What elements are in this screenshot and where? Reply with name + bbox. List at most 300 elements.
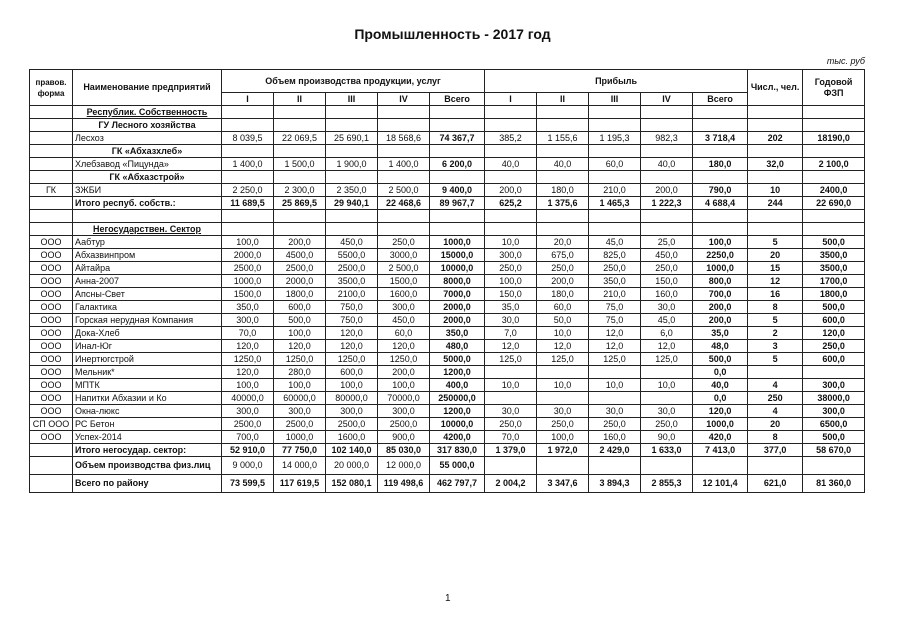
empty-cell — [748, 210, 803, 223]
volume-cell: 1500,0 — [378, 275, 430, 288]
profit-cell: 160,0 — [589, 431, 641, 444]
profit-cell: 25,0 — [641, 236, 693, 249]
volume-cell: 120,0 — [222, 366, 274, 379]
empty-cell — [222, 119, 274, 132]
industry-table — [29, 69, 865, 493]
empty-cell — [803, 106, 865, 119]
payroll-cell: 500,0 — [803, 301, 865, 314]
empty-cell — [803, 119, 865, 132]
company-name-cell: Напитки Абхазии и Ко — [73, 392, 222, 405]
profit-cell: 30,0 — [641, 301, 693, 314]
profit-cell: 3 718,4 — [693, 132, 748, 145]
empty-cell — [378, 145, 430, 158]
profit-cell: 675,0 — [537, 249, 589, 262]
section-row — [30, 223, 865, 236]
volume-cell: 60,0 — [378, 327, 430, 340]
company-name-cell: Инал-Юг — [73, 340, 222, 353]
volume-cell: 89 967,7 — [430, 197, 485, 210]
profit-cell: 250,0 — [485, 262, 537, 275]
payroll-cell: 250,0 — [803, 340, 865, 353]
header-profit: Прибыль — [485, 70, 748, 93]
volume-cell: 70,0 — [222, 327, 274, 340]
profit-cell: 12 101,4 — [693, 475, 748, 493]
empty-cell — [589, 210, 641, 223]
payroll-cell: 2 100,0 — [803, 158, 865, 171]
empty-cell — [222, 210, 274, 223]
page-title: Промышленность - 2017 год — [354, 26, 551, 42]
volume-cell: 102 140,0 — [326, 444, 378, 457]
volume-cell: 1 400,0 — [222, 158, 274, 171]
staff-cell: 621,0 — [748, 475, 803, 493]
staff-cell: 250 — [748, 392, 803, 405]
profit-cell: 12,0 — [589, 327, 641, 340]
header-total: Всего — [430, 93, 485, 106]
empty-cell — [748, 171, 803, 184]
profit-cell: 100,0 — [693, 236, 748, 249]
volume-cell: 2500,0 — [326, 262, 378, 275]
volume-cell: 300,0 — [222, 405, 274, 418]
empty-cell — [274, 210, 326, 223]
volume-cell: 100,0 — [378, 379, 430, 392]
company-name-cell: Итого респуб. собств.: — [73, 197, 222, 210]
header-quarter: III — [326, 93, 378, 106]
empty-cell — [378, 223, 430, 236]
profit-cell: 625,2 — [485, 197, 537, 210]
volume-cell: 1250,0 — [378, 353, 430, 366]
section-title: ГУ Лесного хозяйства — [73, 119, 222, 132]
empty-cell — [222, 145, 274, 158]
profit-cell: 10,0 — [589, 379, 641, 392]
staff-cell: 10 — [748, 184, 803, 197]
company-name-cell: Итого негосудар. сектор: — [73, 444, 222, 457]
staff-cell: 4 — [748, 379, 803, 392]
volume-cell: 100,0 — [222, 236, 274, 249]
volume-cell: 300,0 — [222, 314, 274, 327]
header-payroll: Годовой ФЗП — [803, 70, 865, 106]
volume-cell: 300,0 — [378, 405, 430, 418]
profit-cell: 10,0 — [485, 236, 537, 249]
profit-cell — [537, 392, 589, 405]
volume-cell: 120,0 — [378, 340, 430, 353]
volume-cell: 120,0 — [222, 340, 274, 353]
volume-cell: 462 797,7 — [430, 475, 485, 493]
empty-cell — [589, 171, 641, 184]
profit-cell: 50,0 — [537, 314, 589, 327]
staff-cell: 2 — [748, 327, 803, 340]
volume-cell: 1 500,0 — [274, 158, 326, 171]
staff-cell: 20 — [748, 249, 803, 262]
volume-cell: 152 080,1 — [326, 475, 378, 493]
company-name-cell: Окна-люкс — [73, 405, 222, 418]
company-name-cell: Аабтур — [73, 236, 222, 249]
empty-cell — [537, 210, 589, 223]
volume-cell: 1200,0 — [430, 366, 485, 379]
profit-cell: 200,0 — [485, 184, 537, 197]
volume-cell: 85 030,0 — [378, 444, 430, 457]
company-name-cell: Мельник* — [73, 366, 222, 379]
company-name-cell: Анна-2007 — [73, 275, 222, 288]
volume-cell: 4500,0 — [274, 249, 326, 262]
profit-cell — [537, 457, 589, 475]
empty-cell — [485, 119, 537, 132]
staff-cell: 16 — [748, 288, 803, 301]
table-row — [30, 288, 865, 301]
volume-cell: 350,0 — [430, 327, 485, 340]
volume-cell: 1600,0 — [326, 431, 378, 444]
header-form: правов. форма — [30, 70, 73, 106]
volume-cell: 250,0 — [378, 236, 430, 249]
empty-cell — [641, 223, 693, 236]
table-row — [30, 366, 865, 379]
empty-cell — [693, 145, 748, 158]
legal-form-cell: ООО — [30, 327, 73, 340]
empty-cell — [274, 145, 326, 158]
profit-cell — [485, 366, 537, 379]
staff-cell — [748, 457, 803, 475]
empty-cell — [589, 223, 641, 236]
company-name-cell: Успех-2014 — [73, 431, 222, 444]
payroll-cell: 500,0 — [803, 236, 865, 249]
profit-cell — [537, 366, 589, 379]
empty-cell — [803, 223, 865, 236]
payroll-cell — [803, 457, 865, 475]
volume-cell: 80000,0 — [326, 392, 378, 405]
profit-cell: 180,0 — [537, 288, 589, 301]
profit-cell: 12,0 — [485, 340, 537, 353]
total-row — [30, 444, 865, 457]
profit-cell — [641, 366, 693, 379]
empty-cell — [485, 171, 537, 184]
profit-cell — [641, 457, 693, 475]
volume-cell: 40000,0 — [222, 392, 274, 405]
company-name-cell: Айтайра — [73, 262, 222, 275]
profit-cell: 1 465,3 — [589, 197, 641, 210]
empty-cell — [803, 210, 865, 223]
empty-cell — [326, 106, 378, 119]
profit-cell: 350,0 — [589, 275, 641, 288]
total-row — [30, 197, 865, 210]
profit-cell: 70,0 — [485, 431, 537, 444]
table-row — [30, 249, 865, 262]
profit-cell: 420,0 — [693, 431, 748, 444]
table-row — [30, 262, 865, 275]
volume-cell: 5500,0 — [326, 249, 378, 262]
company-name-cell: Хлебзавод «Пицунда» — [73, 158, 222, 171]
payroll-cell: 120,0 — [803, 327, 865, 340]
volume-cell: 22 468,6 — [378, 197, 430, 210]
profit-cell: 60,0 — [589, 158, 641, 171]
profit-cell: 700,0 — [693, 288, 748, 301]
volume-cell: 73 599,5 — [222, 475, 274, 493]
legal-form-cell: ООО — [30, 249, 73, 262]
empty-cell — [641, 171, 693, 184]
empty-cell — [748, 223, 803, 236]
legal-form-cell: ГК — [30, 184, 73, 197]
profit-cell: 150,0 — [485, 288, 537, 301]
header-quarter: IV — [641, 93, 693, 106]
volume-cell: 12 000,0 — [378, 457, 430, 475]
profit-cell: 6,0 — [641, 327, 693, 340]
legal-form-cell: ООО — [30, 262, 73, 275]
profit-cell: 3 894,3 — [589, 475, 641, 493]
company-name-cell: Абхазвинпром — [73, 249, 222, 262]
volume-cell: 60000,0 — [274, 392, 326, 405]
profit-cell: 180,0 — [693, 158, 748, 171]
profit-cell: 10,0 — [485, 379, 537, 392]
profit-cell: 2 855,3 — [641, 475, 693, 493]
volume-cell: 3500,0 — [326, 275, 378, 288]
table-row — [30, 275, 865, 288]
legal-form-cell — [30, 197, 73, 210]
empty-cell — [326, 223, 378, 236]
volume-cell: 100,0 — [274, 327, 326, 340]
empty-cell — [378, 119, 430, 132]
profit-cell: 10,0 — [537, 379, 589, 392]
empty-cell — [222, 223, 274, 236]
staff-cell — [748, 366, 803, 379]
profit-cell: 250,0 — [589, 418, 641, 431]
volume-cell: 2 250,0 — [222, 184, 274, 197]
profit-cell — [641, 392, 693, 405]
empty-cell — [30, 210, 73, 223]
volume-cell: 52 910,0 — [222, 444, 274, 457]
payroll-cell: 300,0 — [803, 405, 865, 418]
staff-cell: 5 — [748, 353, 803, 366]
company-name-cell: ЗЖБИ — [73, 184, 222, 197]
header-staff: Числ., чел. — [748, 70, 803, 106]
profit-cell: 160,0 — [641, 288, 693, 301]
company-name-cell: Горская нерудная Компания — [73, 314, 222, 327]
legal-form-cell: ООО — [30, 405, 73, 418]
volume-cell: 25 869,5 — [274, 197, 326, 210]
profit-cell: 825,0 — [589, 249, 641, 262]
profit-cell: 4 688,4 — [693, 197, 748, 210]
empty-cell — [222, 106, 274, 119]
empty-cell — [485, 223, 537, 236]
volume-cell: 10000,0 — [430, 418, 485, 431]
profit-cell: 1000,0 — [693, 418, 748, 431]
empty-cell — [641, 145, 693, 158]
profit-cell: 30,0 — [485, 405, 537, 418]
profit-cell: 250,0 — [641, 262, 693, 275]
empty-row — [30, 210, 865, 223]
legal-form-cell: ООО — [30, 275, 73, 288]
table-row — [30, 327, 865, 340]
company-name-cell: МПТК — [73, 379, 222, 392]
profit-cell: 0,0 — [693, 392, 748, 405]
payroll-cell: 2400,0 — [803, 184, 865, 197]
empty-cell — [73, 210, 222, 223]
profit-cell: 1 222,3 — [641, 197, 693, 210]
volume-cell: 3000,0 — [378, 249, 430, 262]
volume-cell: 6 200,0 — [430, 158, 485, 171]
profit-cell: 0,0 — [693, 366, 748, 379]
profit-cell: 12,0 — [537, 340, 589, 353]
header-quarter: IV — [378, 93, 430, 106]
staff-cell: 4 — [748, 405, 803, 418]
volume-cell: 2 350,0 — [326, 184, 378, 197]
staff-cell: 8 — [748, 301, 803, 314]
legal-form-cell: ООО — [30, 340, 73, 353]
profit-cell: 48,0 — [693, 340, 748, 353]
staff-cell: 32,0 — [748, 158, 803, 171]
header-quarter: II — [274, 93, 326, 106]
legal-form-cell: ООО — [30, 353, 73, 366]
payroll-cell: 300,0 — [803, 379, 865, 392]
volume-cell: 1 400,0 — [378, 158, 430, 171]
profit-cell: 150,0 — [641, 275, 693, 288]
section-title: ГК «Абхазхлеб» — [73, 145, 222, 158]
page-number: 1 — [445, 593, 451, 604]
volume-cell: 15000,0 — [430, 249, 485, 262]
profit-cell: 2 429,0 — [589, 444, 641, 457]
empty-cell — [326, 145, 378, 158]
company-name-cell: Дока-Хлеб — [73, 327, 222, 340]
section-title: ГК «Абхазстрой» — [73, 171, 222, 184]
volume-cell: 450,0 — [378, 314, 430, 327]
staff-cell: 3 — [748, 340, 803, 353]
table-row — [30, 340, 865, 353]
profit-cell: 1 972,0 — [537, 444, 589, 457]
empty-cell — [274, 106, 326, 119]
volume-cell: 20 000,0 — [326, 457, 378, 475]
payroll-cell: 22 690,0 — [803, 197, 865, 210]
legal-form-cell — [30, 158, 73, 171]
profit-cell: 250,0 — [537, 418, 589, 431]
volume-cell: 2 300,0 — [274, 184, 326, 197]
profit-cell: 982,3 — [641, 132, 693, 145]
section-row — [30, 119, 865, 132]
empty-cell — [430, 106, 485, 119]
profit-cell: 75,0 — [589, 314, 641, 327]
volume-cell: 1500,0 — [222, 288, 274, 301]
grand-total-row — [30, 475, 865, 493]
empty-cell — [693, 171, 748, 184]
legal-form-cell — [30, 444, 73, 457]
empty-cell — [693, 210, 748, 223]
volume-cell: 2000,0 — [222, 249, 274, 262]
profit-cell: 1 195,3 — [589, 132, 641, 145]
profit-cell: 125,0 — [485, 353, 537, 366]
profit-cell: 30,0 — [485, 314, 537, 327]
profit-cell: 45,0 — [589, 236, 641, 249]
staff-cell: 202 — [748, 132, 803, 145]
header-quarter: III — [589, 93, 641, 106]
volume-cell: 9 000,0 — [222, 457, 274, 475]
table-row — [30, 132, 865, 145]
volume-cell: 500,0 — [274, 314, 326, 327]
volume-cell: 1250,0 — [222, 353, 274, 366]
payroll-cell: 3500,0 — [803, 249, 865, 262]
profit-cell: 790,0 — [693, 184, 748, 197]
volume-cell: 2500,0 — [222, 418, 274, 431]
company-name-cell: Апсны-Свет — [73, 288, 222, 301]
empty-cell — [430, 119, 485, 132]
volume-cell: 117 619,5 — [274, 475, 326, 493]
volume-cell: 8000,0 — [430, 275, 485, 288]
payroll-cell: 3500,0 — [803, 262, 865, 275]
profit-cell: 2 004,2 — [485, 475, 537, 493]
empty-cell — [537, 145, 589, 158]
volume-cell: 18 568,6 — [378, 132, 430, 145]
volume-cell: 750,0 — [326, 301, 378, 314]
payroll-cell: 38000,0 — [803, 392, 865, 405]
volume-cell: 2 500,0 — [378, 184, 430, 197]
volume-cell: 2500,0 — [274, 418, 326, 431]
profit-cell: 300,0 — [485, 249, 537, 262]
profit-cell: 45,0 — [641, 314, 693, 327]
payroll-cell: 1800,0 — [803, 288, 865, 301]
volume-cell: 4200,0 — [430, 431, 485, 444]
volume-cell: 600,0 — [274, 301, 326, 314]
profit-cell: 250,0 — [485, 418, 537, 431]
empty-cell — [803, 171, 865, 184]
volume-cell: 300,0 — [326, 405, 378, 418]
empty-cell — [274, 119, 326, 132]
empty-cell — [589, 145, 641, 158]
profit-cell: 125,0 — [537, 353, 589, 366]
table-row — [30, 379, 865, 392]
volume-cell: 1250,0 — [274, 353, 326, 366]
payroll-cell: 18190,0 — [803, 132, 865, 145]
legal-form-cell: ООО — [30, 366, 73, 379]
profit-cell: 250,0 — [537, 262, 589, 275]
empty-cell — [589, 119, 641, 132]
legal-form-cell — [30, 132, 73, 145]
volume-cell: 55 000,0 — [430, 457, 485, 475]
empty-cell — [274, 223, 326, 236]
company-name-cell: Объем производства физ.лиц — [73, 457, 222, 475]
profit-cell: 7,0 — [485, 327, 537, 340]
unit-label: тыс. руб — [826, 56, 865, 66]
staff-cell: 5 — [748, 314, 803, 327]
section-row — [30, 145, 865, 158]
volume-cell: 2 500,0 — [378, 262, 430, 275]
volume-cell: 2500,0 — [222, 262, 274, 275]
section-row — [30, 106, 865, 119]
profit-cell: 1 633,0 — [641, 444, 693, 457]
table-row — [30, 236, 865, 249]
volume-cell: 2500,0 — [326, 418, 378, 431]
profit-cell: 180,0 — [537, 184, 589, 197]
volume-cell: 2000,0 — [430, 301, 485, 314]
volume-cell: 11 689,5 — [222, 197, 274, 210]
table-row — [30, 314, 865, 327]
table-row — [30, 353, 865, 366]
profit-cell: 1 155,6 — [537, 132, 589, 145]
staff-cell: 15 — [748, 262, 803, 275]
legal-form-cell: ООО — [30, 301, 73, 314]
volume-cell: 1200,0 — [430, 405, 485, 418]
company-name-cell: Инертюгстрой — [73, 353, 222, 366]
profit-cell — [693, 457, 748, 475]
table-row — [30, 392, 865, 405]
empty-cell — [485, 106, 537, 119]
profit-cell — [485, 392, 537, 405]
volume-cell: 119 498,6 — [378, 475, 430, 493]
volume-cell: 1000,0 — [222, 275, 274, 288]
empty-cell — [222, 171, 274, 184]
volume-cell: 400,0 — [430, 379, 485, 392]
empty-cell — [803, 145, 865, 158]
volume-cell: 280,0 — [274, 366, 326, 379]
empty-cell — [537, 119, 589, 132]
header-name: Наименование предприятий — [73, 70, 222, 106]
volume-cell: 10000,0 — [430, 262, 485, 275]
empty-cell — [30, 145, 73, 158]
volume-cell: 70000,0 — [378, 392, 430, 405]
profit-cell: 210,0 — [589, 288, 641, 301]
